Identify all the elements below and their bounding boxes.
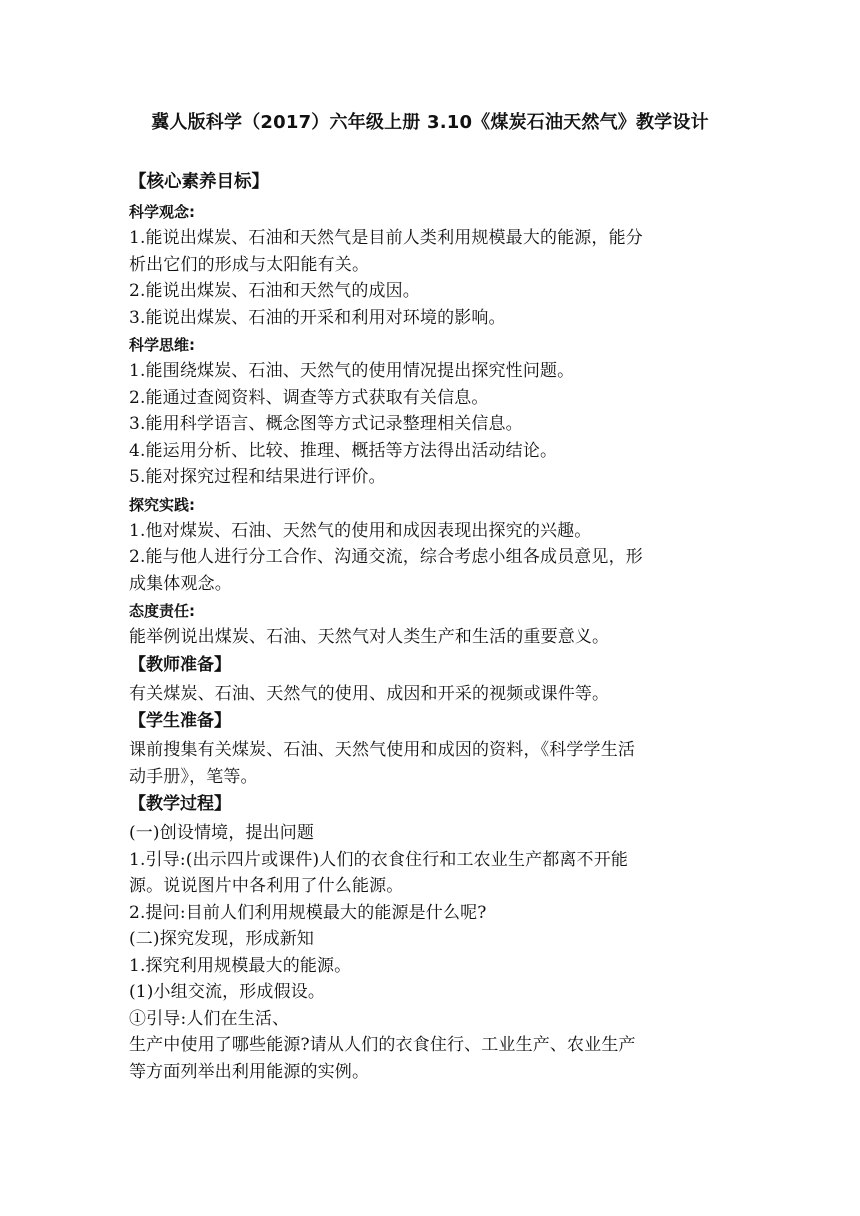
document-title: 冀人版科学（2017）六年级上册 3.10《煤炭石油天然气》教学设计 (151, 112, 709, 133)
text-line: 课前搜集有关煤炭、石油、天然气使用和成因的资料，《科学学生活 (129, 740, 635, 760)
attitude-responsibility-heading: 态度责任: (129, 602, 195, 620)
text-line: 等方面列举出利用能源的实例。 (129, 1061, 370, 1082)
text-line: ①引导:人们在生活、 (129, 1008, 290, 1029)
text-line: 2.提问:目前人们利用规模最大的能源是什么呢? (129, 902, 487, 923)
document-body (129, 168, 737, 1085)
core-literacy-heading: 【核心素养目标】 (129, 172, 269, 192)
text-line: 1.探究利用规模最大的能源。 (129, 955, 352, 976)
text-line: 5.能对探究过程和结果进行评价。 (129, 467, 386, 487)
text-line: 4.能运用分析、比较、推理、概括等方法得出活动结论。 (129, 440, 558, 461)
text-line: 动手册》，笔等。 (129, 766, 258, 787)
text-line: 能举例说出煤炭、石油、天然气对人类生产和生活的重要意义。 (129, 627, 610, 647)
text-line: 3.能说出煤炭、石油的开采和利用对环境的影响。 (129, 307, 506, 328)
text-line: 2.能通过查阅资料、调查等方式获取有关信息。 (129, 387, 489, 408)
student-prep-heading: 【学生准备】 (129, 711, 231, 731)
text-line: 3.能用科学语言、概念图等方式记录整理相关信息。 (129, 414, 523, 434)
text-line: (一)创设情境，提出问题 (129, 823, 315, 843)
text-line: (二)探究发现，形成新知 (129, 929, 315, 949)
text-line: 源。说说图片中各利用了什么能源。 (129, 876, 404, 896)
text-line: 1.引导:(出示四片或课件)人们的衣食住行和工农业生产都离不开能 (129, 849, 629, 870)
text-line: 有关煤炭、石油、天然气的使用、成因和开采的视频或课件等。 (129, 683, 610, 704)
text-line: 1.能说出煤炭、石油和天然气是目前人类利用规模最大的能源，能分 (129, 228, 643, 248)
text-line: (1)小组交流，形成假设。 (129, 982, 326, 1002)
process-heading: 【教学过程】 (129, 794, 231, 814)
inquiry-practice-heading: 探究实践: (129, 495, 195, 514)
text-line: 1.他对煤炭、石油、天然气的使用和成因表现出探究的兴趣。 (129, 520, 592, 541)
text-line: 1.能围绕煤炭、石油、天然气的使用情况提出探究性问题。 (129, 361, 575, 381)
text-line: 成集体观念。 (129, 573, 232, 594)
text-line: 2.能与他人进行分工合作、沟通交流，综合考虑小组各成员意见，形 (129, 547, 643, 567)
teacher-prep-heading: 【教师准备】 (129, 654, 231, 675)
science-thinking-heading: 科学思维: (129, 336, 195, 354)
text-line: 析出它们的形成与太阳能有关。 (129, 254, 370, 275)
text-line: 生产中使用了哪些能源?请从人们的衣食住行、工业生产、农业生产 (129, 1035, 636, 1055)
science-concept-heading: 科学观念: (129, 203, 195, 221)
text-line: 2.能说出煤炭、石油和天然气的成因。 (129, 281, 420, 301)
